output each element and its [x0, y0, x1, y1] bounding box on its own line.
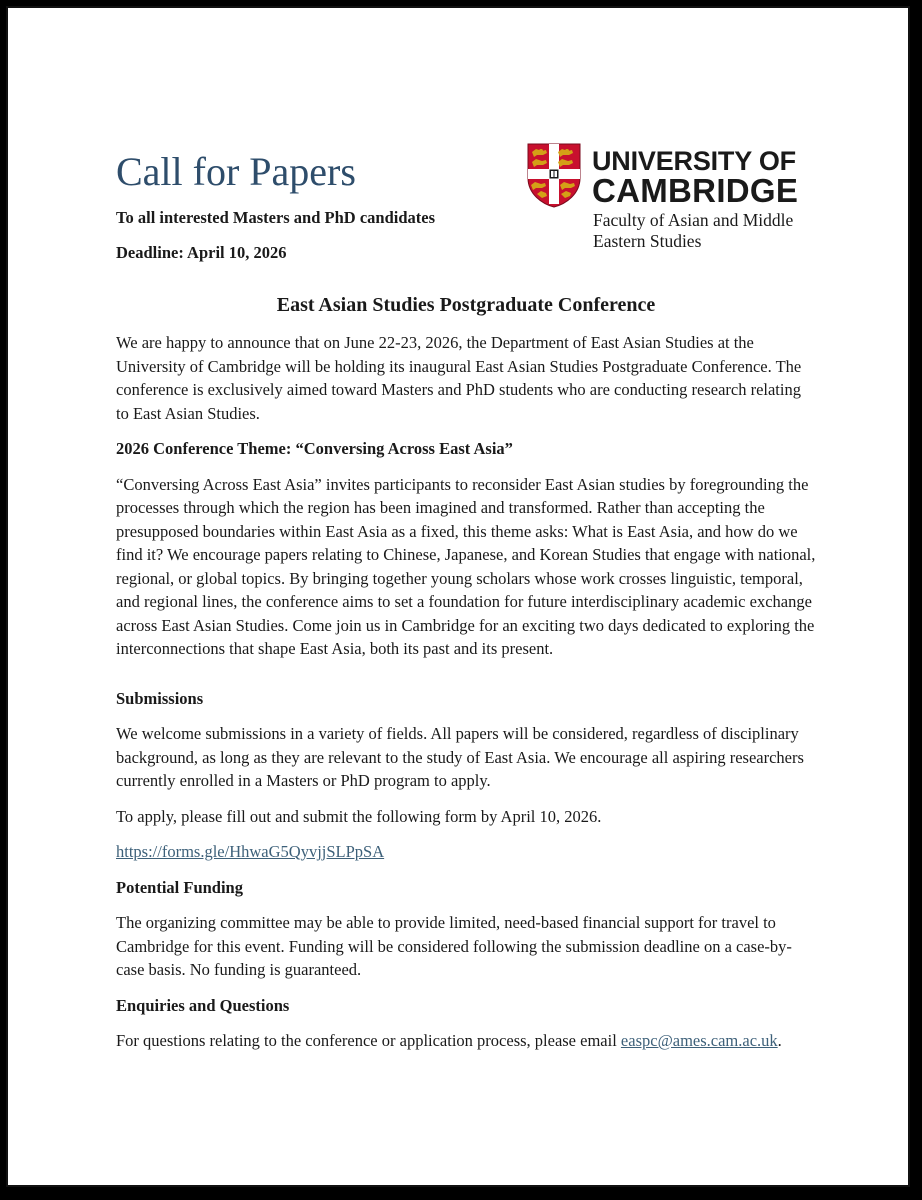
theme-paragraph: “Conversing Across East Asia” invites participants to reconsider East Asian studies by foregrounding the processes through which the region has been imagined and transformed. Rather than accepting the presupposed boundaries within East Asia as a fixed, this theme asks: What is East Asia, and how do we find it? We encourage papers relating to Chinese, Japanese, and Korean Studies that engage with national, regional, or global topics. By bringing together young scholars whose work crosses linguistic, temporal, and regional lines, the conference aims to set a foundation for future interdisciplinary academic exchange across East Asian Studies. Come join us in Cambridge for an exciting two days dedicated to exploring the interconnections that shape East Asia, both its past and its present. [116, 474, 816, 658]
submissions-heading: Submissions [116, 688, 204, 708]
submissions-paragraph: We welcome submissions in a variety of fields. All papers will be considered, regardless of disciplinary background, as long as they are relevant to the study of East Asia. We encourage all aspiring researchers currently enrolled in a Masters or PhD program to apply. [116, 724, 804, 790]
cambridge-shield-icon [526, 142, 582, 208]
theme-heading: 2026 Conference Theme: “Conversing Across East Asia” [116, 439, 513, 458]
conference-title: East Asian Studies Postgraduate Conference [276, 294, 656, 316]
funding-heading: Potential Funding [116, 877, 243, 897]
audience-line: To all interested Masters and PhD candidates [116, 208, 436, 227]
document-page [6, 6, 910, 1187]
document-body [116, 294, 816, 1053]
university-logo [526, 142, 816, 252]
funding-paragraph: The organizing committee may be able to provide limited, need-based financial support for travel to Cambridge for this event. Funding will be considered following the submission deadline on a case-by-case basis. No funding is guaranteed. [116, 913, 792, 979]
deadline-line: Deadline: April 10, 2026 [116, 243, 287, 262]
enquiries-paragraph [116, 1029, 816, 1053]
contact-email-link[interactable]: easpc@ames.cam.ac.uk [620, 1031, 778, 1050]
intro-paragraph: We are happy to announce that on June 22-23, 2026, the Department of East Asian Studies at the University of Cambridge will be holding its inaugural East Asian Studies Postgraduate Conference. The conference is exclusively aimed toward Masters and PhD students who are conducting research relating to East Asian Studies. [116, 333, 802, 423]
page-title: Call for Papers [116, 149, 356, 194]
university-name-line1: UNIVERSITY OF [592, 146, 796, 176]
university-name-line2: CAMBRIDGE [592, 172, 799, 209]
enquiries-text: For questions relating to the conference or application process, please email [116, 1031, 621, 1050]
enquiries-suffix: . [777, 1031, 782, 1050]
document-header [8, 8, 908, 278]
faculty-name: Faculty of Asian and Middle Eastern Studies [593, 210, 794, 251]
application-form-link[interactable]: https://forms.gle/HhwaG5QyvjjSLPpSA [116, 842, 385, 861]
apply-instruction: To apply, please fill out and submit the following form by April 10, 2026. [116, 806, 602, 826]
enquiries-heading: Enquiries and Questions [116, 995, 290, 1015]
